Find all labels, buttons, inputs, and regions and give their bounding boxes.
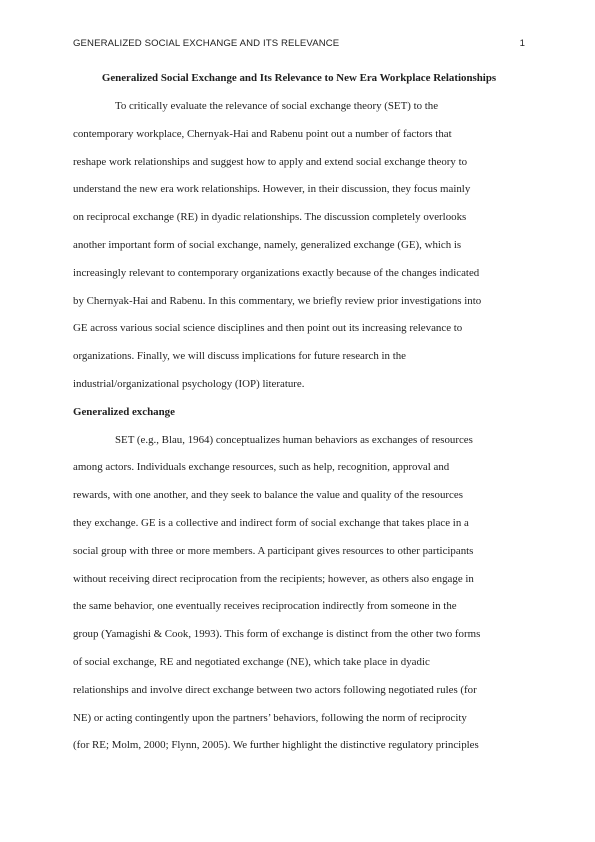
paragraph-line: rewards, with one another, and they seek to balance the value and quality of the resources [73,489,463,502]
paragraph-line: NE) or acting contingently upon the partners’ behaviors, following the norm of reciprocity [73,711,467,724]
running-header-title: GENERALIZED SOCIAL EXCHANGE AND ITS RELEVANCE [73,38,340,49]
section-heading: Generalized exchange [73,405,175,418]
paragraph-line: on reciprocal exchange (RE) in dyadic relationships. The discussion completely overlooks [73,211,467,224]
paragraph-line: they exchange. GE is a collective and indirect form of social exchange that takes place in a [73,516,469,529]
paragraph-line: by Chernyak-Hai and Rabenu. In this commentary, we briefly review prior investigations into [73,294,482,307]
paragraph-line: GE across various social science disciplines and then point out its increasing relevance to [73,322,463,335]
paragraph-line: industrial/organizational psychology (IOP) literature. [73,377,305,390]
paragraph-line: among actors. Individuals exchange resources, such as help, recognition, approval and [73,461,450,474]
paragraph-line: organizations. Finally, we will discuss implications for future research in the [73,350,406,363]
intro-paragraph [73,93,525,399]
paragraph-line: group (Yamagishi & Cook, 1993). This form of exchange is distinct from the other two forms [73,628,481,641]
paragraph-line: the same behavior, one eventually receives reciprocation indirectly from someone in the [73,600,457,613]
paragraph-line: another important form of social exchange, namely, generalized exchange (GE), which is [73,238,462,251]
page-number: 1 [519,38,525,49]
document-body [73,66,525,760]
paragraph-line: reshape work relationships and suggest how to apply and extend social exchange theory to [73,155,468,168]
section-paragraph [73,427,525,761]
paragraph-line: contemporary workplace, Chernyak-Hai and Rabenu point out a number of factors that [73,127,452,140]
paragraph-line: social group with three or more members. A participant gives resources to other participants [73,544,474,557]
paragraph-line: increasingly relevant to contemporary organizations exactly because of the changes indicated [73,266,480,279]
paragraph-line: (for RE; Molm, 2000; Flynn, 2005). We further highlight the distinctive regulatory principles [73,739,479,752]
paragraph-line: relationships and involve direct exchange between two actors following negotiated rules (for [73,683,477,696]
paragraph-line: without receiving direct reciprocation from the recipients; however, as others also engage in [73,572,474,585]
running-header [73,38,525,52]
document-title: Generalized Social Exchange and Its Relevance to New Era Workplace Relationships [101,72,497,84]
paragraph-line: To critically evaluate the relevance of social exchange theory (SET) to the [115,100,439,112]
paragraph-line: understand the new era work relationships. However, in their discussion, they focus mainly [73,183,471,196]
paragraph-line: SET (e.g., Blau, 1964) conceptualizes human behaviors as exchanges of resources [115,433,473,446]
paragraph-line: of social exchange, RE and negotiated exchange (NE), which take place in dyadic [73,655,430,668]
